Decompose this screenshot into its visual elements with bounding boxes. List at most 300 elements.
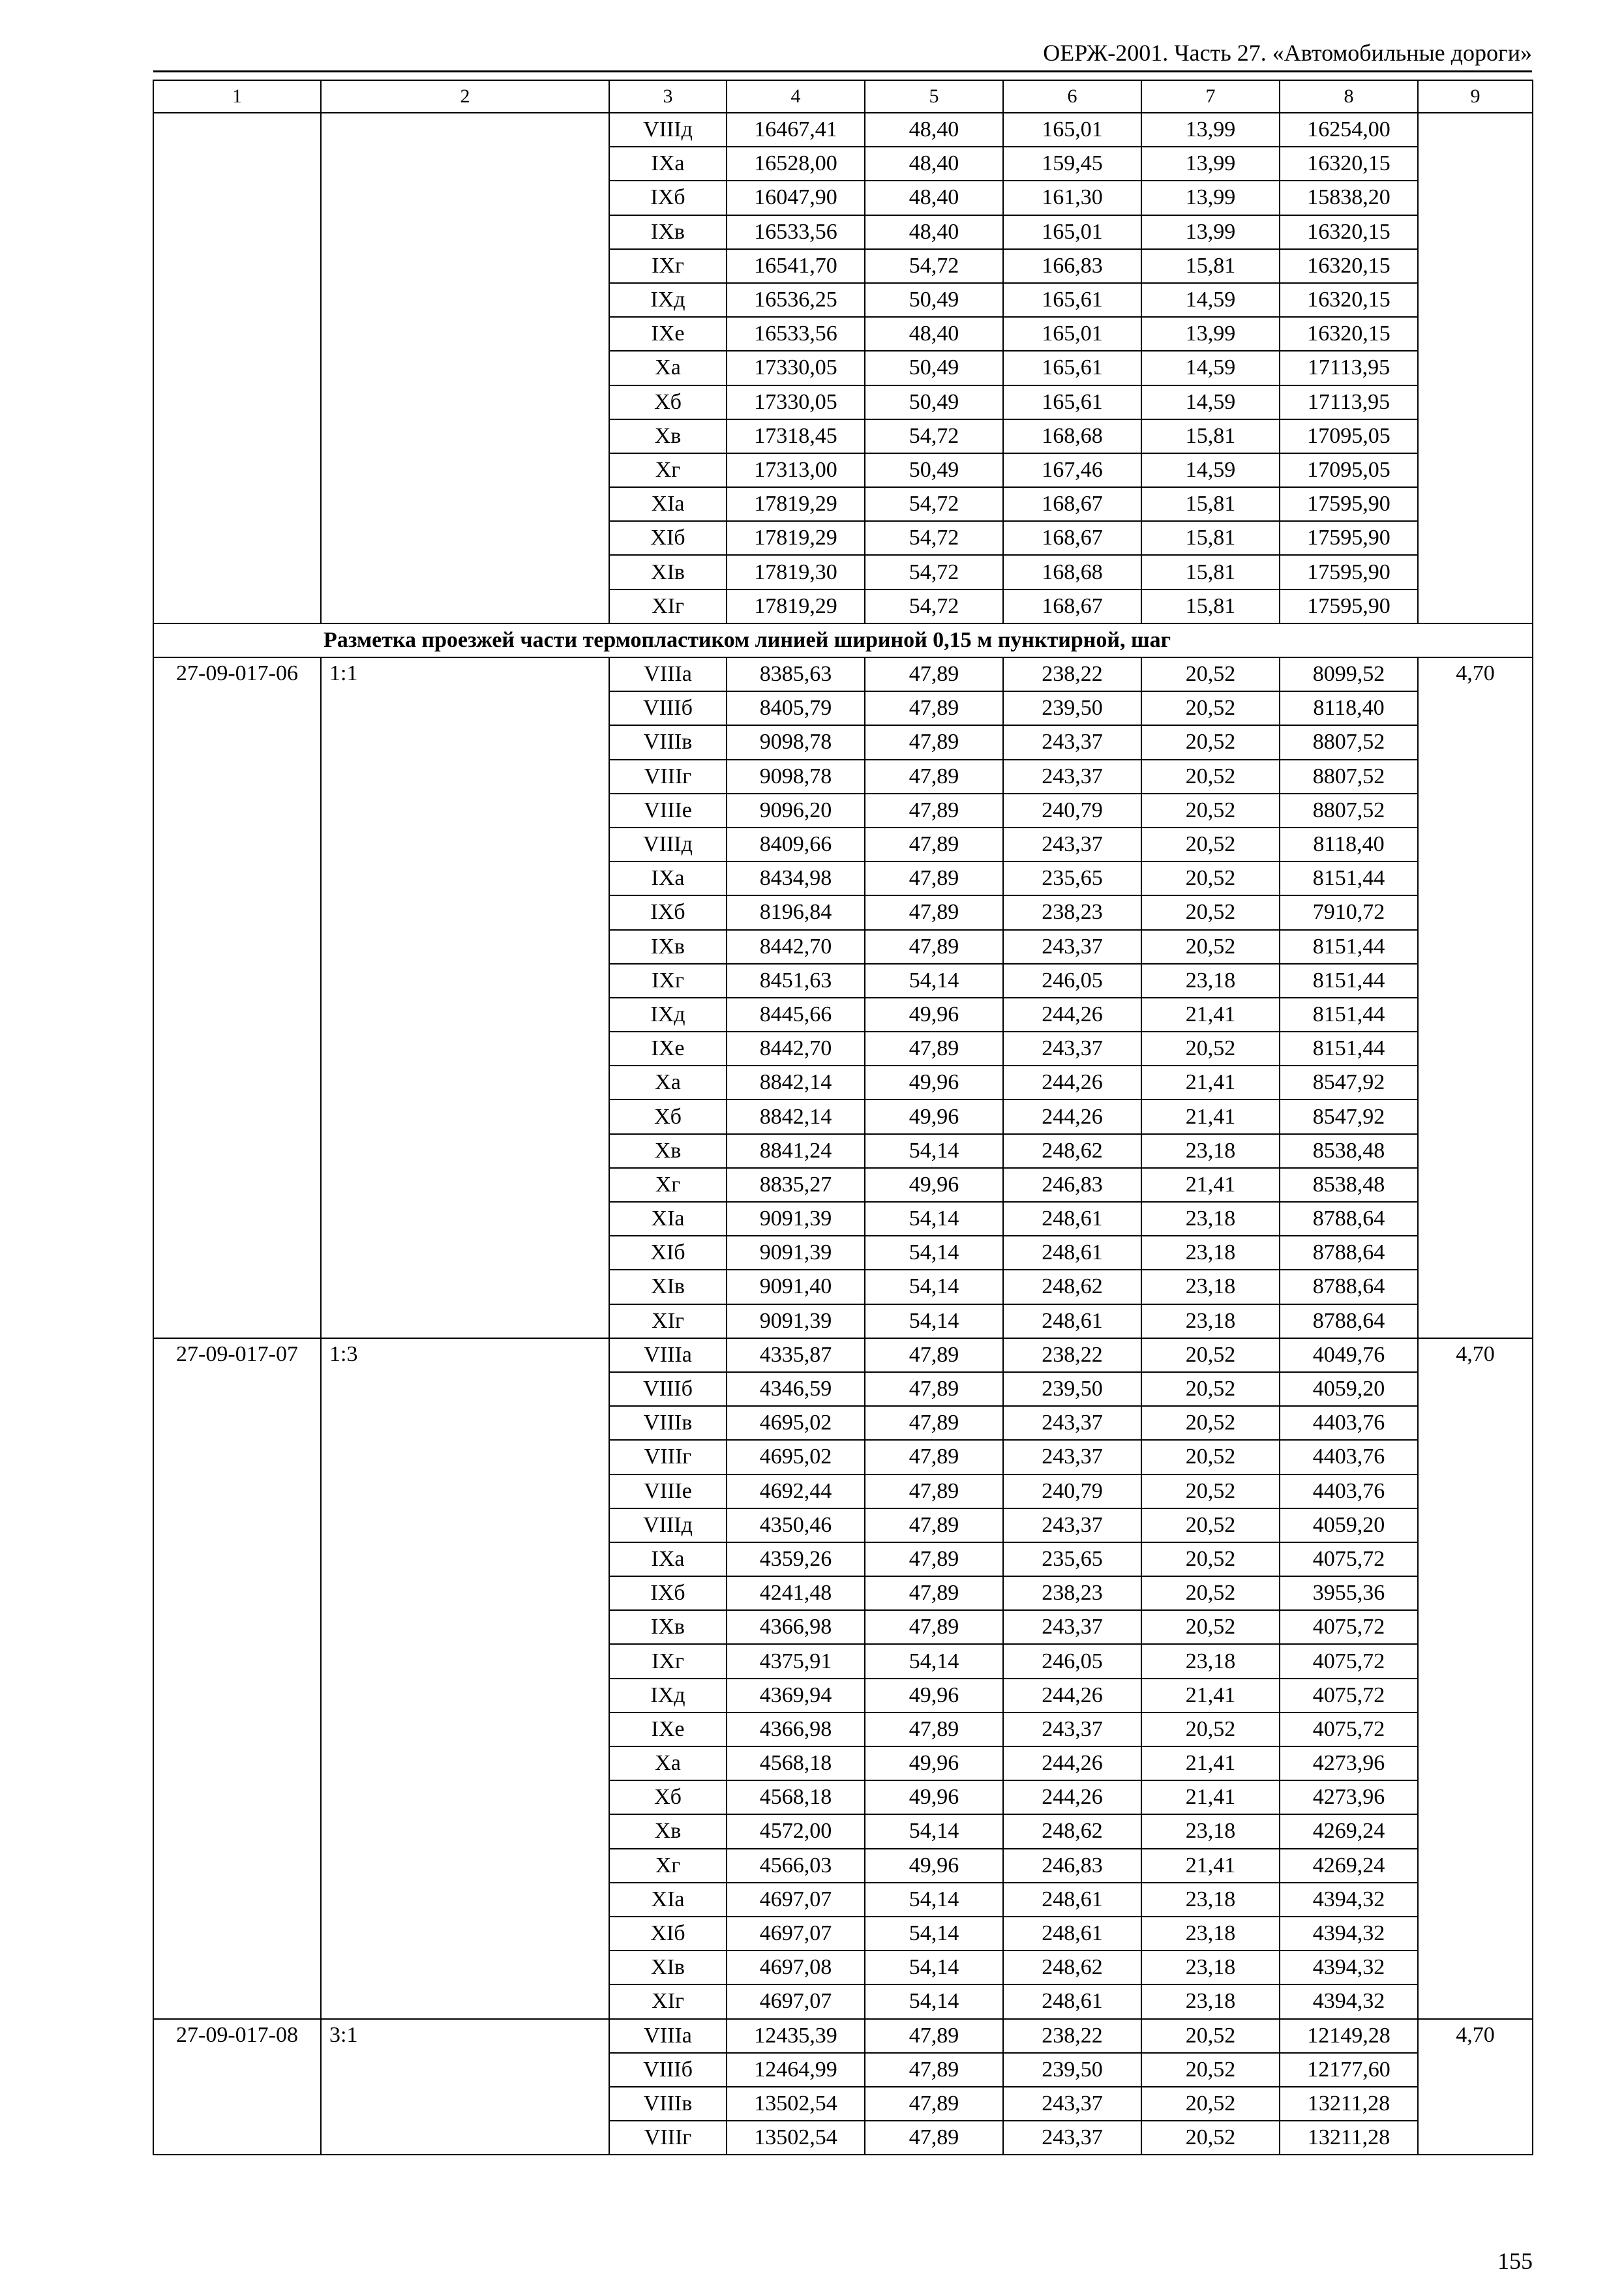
table-cell: 8807,52: [1280, 760, 1418, 794]
table-cell: 4697,07: [727, 1883, 865, 1917]
table-cell: 4350,46: [727, 1508, 865, 1542]
table-cell: 243,37: [1003, 1406, 1141, 1440]
table-cell: IXв: [609, 1610, 727, 1644]
table-cell: 17595,90: [1280, 555, 1418, 589]
table-cell: 12177,60: [1280, 2053, 1418, 2087]
table-cell: 248,61: [1003, 1236, 1141, 1270]
page-number: 155: [1497, 2248, 1533, 2274]
table-cell: 248,61: [1003, 1984, 1141, 2018]
table-cell: 15,81: [1141, 487, 1280, 521]
table-cell: 166,83: [1003, 249, 1141, 283]
table-cell: 50,49: [865, 385, 1003, 419]
table-cell: IXв: [609, 215, 727, 249]
code-cell: 27-09-017-08: [153, 2019, 321, 2155]
table-cell: 8835,27: [727, 1168, 865, 1202]
table-cell: IXа: [609, 861, 727, 895]
table-cell: 9091,39: [727, 1236, 865, 1270]
table-cell: 23,18: [1141, 1984, 1280, 2018]
table-cell: 16528,00: [727, 147, 865, 181]
table-cell: 47,89: [865, 1576, 1003, 1610]
table-cell: XIб: [609, 1917, 727, 1951]
table-cell: 239,50: [1003, 2053, 1141, 2087]
table-cell: 17330,05: [727, 351, 865, 385]
table-cell: 20,52: [1141, 691, 1280, 725]
table-cell: 17330,05: [727, 385, 865, 419]
table-cell: IXб: [609, 1576, 727, 1610]
table-cell: 16320,15: [1280, 283, 1418, 317]
table-cell: 20,52: [1141, 1474, 1280, 1508]
table-cell: Xб: [609, 1100, 727, 1133]
table-cell: VIIIг: [609, 1440, 727, 1474]
table-cell: Xг: [609, 1849, 727, 1883]
table-cell: 8118,40: [1280, 828, 1418, 861]
table-cell: 168,67: [1003, 590, 1141, 623]
table-cell: Xг: [609, 453, 727, 487]
table-cell: 47,89: [865, 2019, 1003, 2053]
table-cell: 8842,14: [727, 1066, 865, 1100]
table-cell: 48,40: [865, 181, 1003, 215]
table-cell: 8151,44: [1280, 930, 1418, 964]
table-cell: XIб: [609, 521, 727, 555]
table-cell: 14,59: [1141, 385, 1280, 419]
table-cell: 4394,32: [1280, 1984, 1418, 2018]
table-cell: 161,30: [1003, 181, 1141, 215]
table-cell: 17095,05: [1280, 453, 1418, 487]
table-cell: 16533,56: [727, 215, 865, 249]
table-cell: 8442,70: [727, 930, 865, 964]
table-cell: IXг: [609, 964, 727, 998]
table-cell: 243,37: [1003, 1610, 1141, 1644]
table-cell: 8151,44: [1280, 1032, 1418, 1066]
table-cell: 49,96: [865, 1100, 1003, 1133]
table-cell: 16047,90: [727, 181, 865, 215]
table-cell: 8442,70: [727, 1032, 865, 1066]
table-cell: 49,96: [865, 1679, 1003, 1713]
table-cell: 47,89: [865, 1406, 1003, 1440]
table-cell: 54,14: [865, 1883, 1003, 1917]
table-cell: IXг: [609, 1644, 727, 1678]
table-cell: 20,52: [1141, 1440, 1280, 1474]
table-cell: 4566,03: [727, 1849, 865, 1883]
table-cell: 21,41: [1141, 1780, 1280, 1814]
table-cell: 8842,14: [727, 1100, 865, 1133]
table-cell: 248,62: [1003, 1951, 1141, 1984]
table-cell: 54,72: [865, 555, 1003, 589]
table-cell: 47,89: [865, 1713, 1003, 1746]
table-cell: 47,89: [865, 1032, 1003, 1066]
table-cell: 47,89: [865, 1508, 1003, 1542]
table-cell: 15,81: [1141, 555, 1280, 589]
table-cell: 16533,56: [727, 317, 865, 351]
table-cell: 16467,41: [727, 113, 865, 147]
table-cell: VIIIе: [609, 794, 727, 828]
table-cell: 248,61: [1003, 1917, 1141, 1951]
table-cell: 4695,02: [727, 1406, 865, 1440]
table-cell: 23,18: [1141, 1814, 1280, 1848]
table-cell: 4697,08: [727, 1951, 865, 1984]
table-cell: 15,81: [1141, 590, 1280, 623]
table-cell: IXг: [609, 249, 727, 283]
table-cell: 47,89: [865, 725, 1003, 759]
table-cell: 238,23: [1003, 1576, 1141, 1610]
table-cell: 246,05: [1003, 1644, 1141, 1678]
col9-cell: 4,70: [1418, 1338, 1533, 2019]
code-cell: 27-09-017-06: [153, 657, 321, 1338]
table-cell: 243,37: [1003, 725, 1141, 759]
table-cell: 4375,91: [727, 1644, 865, 1678]
column-number: 8: [1280, 80, 1418, 113]
table-cell: 47,89: [865, 1474, 1003, 1508]
page-header: ОЕРЖ-2001. Часть 27. «Автомобильные дороги»: [1043, 40, 1532, 66]
table-cell: 248,61: [1003, 1883, 1141, 1917]
table-cell: 20,52: [1141, 1508, 1280, 1542]
table-cell: 168,68: [1003, 555, 1141, 589]
table-cell: XIг: [609, 1984, 727, 2018]
table-cell: 165,61: [1003, 385, 1141, 419]
table-row: [153, 1338, 1533, 1372]
column-number: 1: [153, 80, 321, 113]
rates-table: [153, 80, 1533, 2155]
table-cell: 4692,44: [727, 1474, 865, 1508]
table-cell: 54,14: [865, 1951, 1003, 1984]
table-cell: 8547,92: [1280, 1100, 1418, 1133]
table-cell: 243,37: [1003, 1713, 1141, 1746]
table-cell: 15,81: [1141, 249, 1280, 283]
table-cell: 4059,20: [1280, 1508, 1418, 1542]
table-cell: 4241,48: [727, 1576, 865, 1610]
table-cell: 4394,32: [1280, 1951, 1418, 1984]
table-cell: 4059,20: [1280, 1372, 1418, 1406]
table-cell: 165,01: [1003, 113, 1141, 147]
table-cell: 54,14: [865, 1134, 1003, 1168]
table-cell: 165,01: [1003, 317, 1141, 351]
table-cell: 13,99: [1141, 317, 1280, 351]
table-cell: 8788,64: [1280, 1304, 1418, 1338]
table-cell: 20,52: [1141, 760, 1280, 794]
table-cell: 8434,98: [727, 861, 865, 895]
table-cell: IXб: [609, 895, 727, 929]
table-cell: 7910,72: [1280, 895, 1418, 929]
table-cell: 47,89: [865, 1440, 1003, 1474]
table-cell: 17113,95: [1280, 385, 1418, 419]
rates-table-body: [153, 80, 1533, 2155]
table-cell: 8788,64: [1280, 1202, 1418, 1236]
table-cell: 48,40: [865, 215, 1003, 249]
table-cell: 9098,78: [727, 725, 865, 759]
table-cell: Xб: [609, 1780, 727, 1814]
table-cell: XIг: [609, 590, 727, 623]
table-cell: 4335,87: [727, 1338, 865, 1372]
table-cell: 49,96: [865, 1849, 1003, 1883]
table-cell: 165,61: [1003, 351, 1141, 385]
table-cell: 4697,07: [727, 1917, 865, 1951]
table-cell: 49,96: [865, 998, 1003, 1032]
table-cell: 20,52: [1141, 2121, 1280, 2155]
table-cell: 4572,00: [727, 1814, 865, 1848]
table-cell: VIIIг: [609, 760, 727, 794]
table-cell: 8196,84: [727, 895, 865, 929]
table-cell: XIа: [609, 1202, 727, 1236]
table-cell: 17819,29: [727, 521, 865, 555]
table-cell: 23,18: [1141, 1883, 1280, 1917]
table-cell: IXе: [609, 1032, 727, 1066]
table-cell: 4366,98: [727, 1610, 865, 1644]
table-cell: 54,72: [865, 249, 1003, 283]
table-cell: 21,41: [1141, 998, 1280, 1032]
table-cell: 54,14: [865, 1917, 1003, 1951]
table-cell: 239,50: [1003, 1372, 1141, 1406]
table-cell: 4273,96: [1280, 1746, 1418, 1780]
table-cell: 54,72: [865, 419, 1003, 453]
table-cell: 16320,15: [1280, 147, 1418, 181]
table-cell: Xв: [609, 1814, 727, 1848]
table-cell: 244,26: [1003, 1679, 1141, 1713]
table-cell: 54,14: [865, 1644, 1003, 1678]
table-cell: 16536,25: [727, 283, 865, 317]
table-cell: 21,41: [1141, 1100, 1280, 1133]
code-cell: [153, 113, 321, 623]
table-cell: 8841,24: [727, 1134, 865, 1168]
table-cell: 4403,76: [1280, 1440, 1418, 1474]
table-cell: VIIIа: [609, 1338, 727, 1372]
table-cell: 240,79: [1003, 1474, 1141, 1508]
column-number-row: [153, 80, 1533, 113]
table-cell: 20,52: [1141, 657, 1280, 691]
table-cell: 20,52: [1141, 1610, 1280, 1644]
table-cell: 248,62: [1003, 1134, 1141, 1168]
table-cell: 8807,52: [1280, 794, 1418, 828]
column-number: 3: [609, 80, 727, 113]
table-cell: XIв: [609, 1951, 727, 1984]
table-cell: 47,89: [865, 1372, 1003, 1406]
table-cell: 8385,63: [727, 657, 865, 691]
table-cell: 54,14: [865, 1270, 1003, 1304]
table-cell: 8807,52: [1280, 725, 1418, 759]
table-cell: VIIIв: [609, 1406, 727, 1440]
table-cell: 16320,15: [1280, 215, 1418, 249]
table-cell: XIа: [609, 1883, 727, 1917]
table-cell: 8788,64: [1280, 1236, 1418, 1270]
table-cell: 20,52: [1141, 930, 1280, 964]
table-cell: 4403,76: [1280, 1406, 1418, 1440]
table-cell: 9096,20: [727, 794, 865, 828]
table-cell: 14,59: [1141, 283, 1280, 317]
table-cell: 50,49: [865, 453, 1003, 487]
table-cell: 4075,72: [1280, 1679, 1418, 1713]
table-cell: 4394,32: [1280, 1883, 1418, 1917]
table-cell: 23,18: [1141, 1644, 1280, 1678]
table-cell: IXд: [609, 283, 727, 317]
table-cell: 4369,94: [727, 1679, 865, 1713]
table-cell: 4359,26: [727, 1542, 865, 1576]
table-cell: 20,52: [1141, 1372, 1280, 1406]
table-cell: VIIIб: [609, 1372, 727, 1406]
table-row: [153, 2019, 1533, 2053]
table-cell: 20,52: [1141, 861, 1280, 895]
col9-cell: 4,70: [1418, 657, 1533, 1338]
table-cell: 243,37: [1003, 760, 1141, 794]
table-cell: 3955,36: [1280, 1576, 1418, 1610]
table-cell: 23,18: [1141, 964, 1280, 998]
section-row: [153, 623, 1533, 657]
table-cell: 54,72: [865, 487, 1003, 521]
table-cell: 244,26: [1003, 1100, 1141, 1133]
table-cell: VIIIа: [609, 657, 727, 691]
table-cell: 15,81: [1141, 521, 1280, 555]
table-cell: 8405,79: [727, 691, 865, 725]
table-cell: 21,41: [1141, 1066, 1280, 1100]
table-cell: 49,96: [865, 1780, 1003, 1814]
table-cell: Xа: [609, 351, 727, 385]
table-cell: 23,18: [1141, 1236, 1280, 1270]
table-cell: 244,26: [1003, 1746, 1141, 1780]
table-cell: 47,89: [865, 861, 1003, 895]
table-row: [153, 657, 1533, 691]
table-cell: 47,89: [865, 691, 1003, 725]
ratio-cell: 1:3: [321, 1338, 609, 2019]
table-cell: VIIIа: [609, 2019, 727, 2053]
table-cell: IXд: [609, 998, 727, 1032]
table-cell: 49,96: [865, 1066, 1003, 1100]
table-cell: 9091,39: [727, 1202, 865, 1236]
table-cell: VIIIг: [609, 2121, 727, 2155]
table-cell: VIIIв: [609, 725, 727, 759]
table-cell: 243,37: [1003, 1032, 1141, 1066]
col9-cell: 4,70: [1418, 2019, 1533, 2155]
table-cell: 13,99: [1141, 113, 1280, 147]
table-cell: 16541,70: [727, 249, 865, 283]
table-cell: 47,89: [865, 828, 1003, 861]
table-cell: 54,14: [865, 964, 1003, 998]
table-cell: 8547,92: [1280, 1066, 1418, 1100]
table-cell: 8409,66: [727, 828, 865, 861]
table-cell: 15838,20: [1280, 181, 1418, 215]
table-cell: 248,62: [1003, 1814, 1141, 1848]
table-cell: 8538,48: [1280, 1168, 1418, 1202]
table-cell: 47,89: [865, 794, 1003, 828]
table-cell: 16320,15: [1280, 317, 1418, 351]
column-number: 5: [865, 80, 1003, 113]
table-cell: 21,41: [1141, 1849, 1280, 1883]
table-cell: 20,52: [1141, 2053, 1280, 2087]
table-cell: 20,52: [1141, 828, 1280, 861]
table-cell: 54,72: [865, 521, 1003, 555]
table-cell: 14,59: [1141, 351, 1280, 385]
table-cell: 4568,18: [727, 1780, 865, 1814]
table-cell: 4075,72: [1280, 1610, 1418, 1644]
table-cell: VIIIб: [609, 2053, 727, 2087]
table-cell: IXе: [609, 1713, 727, 1746]
table-cell: 4695,02: [727, 1440, 865, 1474]
table-cell: IXа: [609, 147, 727, 181]
table-cell: XIв: [609, 1270, 727, 1304]
table-cell: Xв: [609, 1134, 727, 1168]
table-cell: Xв: [609, 419, 727, 453]
table-cell: 17819,30: [727, 555, 865, 589]
table-cell: VIIIд: [609, 1508, 727, 1542]
table-cell: Xг: [609, 1168, 727, 1202]
column-number: 2: [321, 80, 609, 113]
table-cell: 8118,40: [1280, 691, 1418, 725]
table-cell: 47,89: [865, 1542, 1003, 1576]
table-cell: 15,81: [1141, 419, 1280, 453]
table-cell: 8151,44: [1280, 964, 1418, 998]
table-cell: 47,89: [865, 930, 1003, 964]
table-cell: 48,40: [865, 317, 1003, 351]
table-cell: 4273,96: [1280, 1780, 1418, 1814]
table-cell: 17113,95: [1280, 351, 1418, 385]
table-cell: 23,18: [1141, 1134, 1280, 1168]
table-cell: 248,61: [1003, 1202, 1141, 1236]
table-cell: 244,26: [1003, 1780, 1141, 1814]
table-cell: IXв: [609, 930, 727, 964]
table-cell: 13502,54: [727, 2087, 865, 2121]
table-cell: 243,37: [1003, 828, 1141, 861]
table-cell: XIа: [609, 487, 727, 521]
table-cell: 235,65: [1003, 1542, 1141, 1576]
table-cell: 8151,44: [1280, 861, 1418, 895]
table-cell: 17595,90: [1280, 590, 1418, 623]
table-cell: VIIIв: [609, 2087, 727, 2121]
header-rule: [153, 70, 1532, 72]
table-cell: 17313,00: [727, 453, 865, 487]
table-cell: 54,14: [865, 1202, 1003, 1236]
table-cell: 4075,72: [1280, 1542, 1418, 1576]
table-cell: 54,14: [865, 1236, 1003, 1270]
table-cell: 246,83: [1003, 1168, 1141, 1202]
table-cell: XIб: [609, 1236, 727, 1270]
table-cell: 23,18: [1141, 1951, 1280, 1984]
table-cell: 17595,90: [1280, 521, 1418, 555]
table-cell: 47,89: [865, 2121, 1003, 2155]
table-cell: VIIIд: [609, 828, 727, 861]
table-cell: VIIIб: [609, 691, 727, 725]
table-cell: 20,52: [1141, 1542, 1280, 1576]
table-cell: 4269,24: [1280, 1814, 1418, 1848]
column-number: 6: [1003, 80, 1141, 113]
table-cell: 167,46: [1003, 453, 1141, 487]
table-cell: 49,96: [865, 1168, 1003, 1202]
table-cell: 8445,66: [727, 998, 865, 1032]
table-cell: IXе: [609, 317, 727, 351]
table-cell: 243,37: [1003, 1508, 1141, 1542]
table-cell: Xб: [609, 385, 727, 419]
col9-cell: [1418, 113, 1533, 623]
table-cell: 248,61: [1003, 1304, 1141, 1338]
table-cell: 13502,54: [727, 2121, 865, 2155]
table-cell: 23,18: [1141, 1917, 1280, 1951]
table-cell: 165,01: [1003, 215, 1141, 249]
table-cell: 21,41: [1141, 1168, 1280, 1202]
table-cell: 48,40: [865, 113, 1003, 147]
table-cell: 8099,52: [1280, 657, 1418, 691]
table-cell: 12435,39: [727, 2019, 865, 2053]
table-cell: 21,41: [1141, 1746, 1280, 1780]
table-cell: 23,18: [1141, 1270, 1280, 1304]
section-title: Разметка проезжей части термопластиком линией шириной 0,15 м пунктирной, шаг: [153, 623, 1533, 657]
table-cell: 20,52: [1141, 2019, 1280, 2053]
table-cell: 17095,05: [1280, 419, 1418, 453]
table-cell: IXа: [609, 1542, 727, 1576]
table-cell: 238,22: [1003, 2019, 1141, 2053]
table-cell: 47,89: [865, 760, 1003, 794]
table-cell: 243,37: [1003, 2087, 1141, 2121]
table-cell: Xа: [609, 1746, 727, 1780]
table-cell: 168,67: [1003, 521, 1141, 555]
table-cell: 54,14: [865, 1814, 1003, 1848]
table-cell: 17819,29: [727, 487, 865, 521]
table-cell: 16254,00: [1280, 113, 1418, 147]
